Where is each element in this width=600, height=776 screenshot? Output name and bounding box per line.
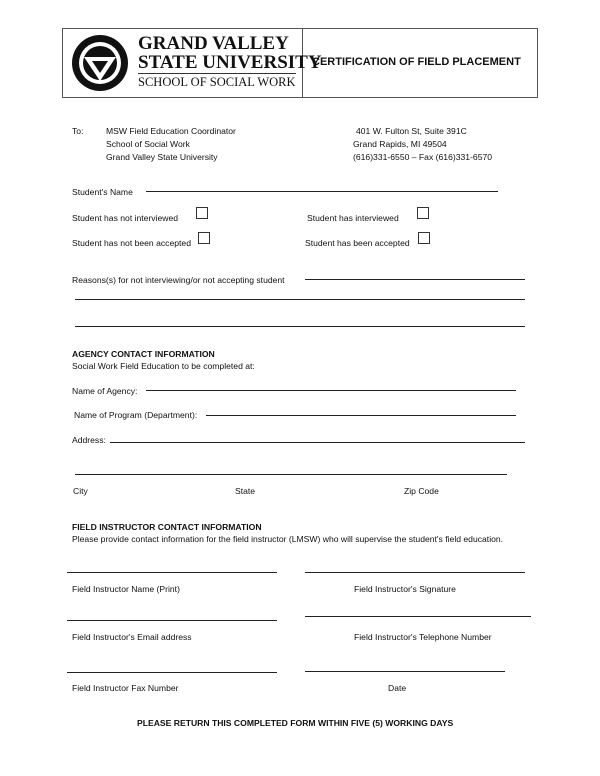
agency-subheading: Social Work Field Education to be completed at: (72, 361, 255, 371)
instructor-heading: FIELD INSTRUCTOR CONTACT INFORMATION (72, 522, 262, 532)
city-label: City (73, 486, 88, 496)
footer-notice: PLEASE RETURN THIS COMPLETED FORM WITHIN FIVE (5) WORKING DAYS (137, 718, 454, 728)
date-field[interactable] (305, 671, 505, 672)
not-accepted-label: Student has not been accepted (72, 238, 191, 248)
reasons-field-line-1[interactable] (305, 279, 525, 280)
not-interviewed-checkbox[interactable] (196, 207, 208, 219)
instructor-fax-label: Field Instructor Fax Number (72, 683, 179, 693)
address-field-line-1[interactable] (110, 442, 525, 443)
logo-line-1: GRAND VALLEY (138, 33, 289, 54)
instructor-fax-field[interactable] (67, 672, 277, 673)
instructor-email-field[interactable] (67, 620, 277, 621)
logo-line-3: SCHOOL OF SOCIAL WORK (138, 75, 296, 89)
student-name-field[interactable] (146, 191, 498, 192)
zip-label: Zip Code (404, 486, 439, 496)
date-label: Date (388, 683, 407, 693)
address-field-line-2[interactable] (75, 474, 507, 475)
recipient-line-1: MSW Field Education Coordinator (106, 126, 236, 136)
accepted-label: Student has been accepted (305, 238, 410, 248)
recipient-line-2: School of Social Work (106, 139, 190, 149)
interviewed-label: Student has interviewed (307, 213, 399, 223)
gvsu-logo-icon (70, 33, 130, 93)
program-label: Name of Program (Department): (74, 410, 198, 420)
not-accepted-checkbox[interactable] (198, 232, 210, 244)
state-label: State (235, 486, 256, 496)
logo-rule (138, 73, 296, 74)
instructor-name-field[interactable] (67, 572, 277, 573)
instructor-phone-label: Field Instructor's Telephone Number (354, 632, 492, 642)
street-line-1: 401 W. Fulton St, Suite 391C (356, 126, 467, 136)
reasons-field-line-3[interactable] (75, 326, 525, 327)
instructor-signature-field[interactable] (305, 572, 525, 573)
agency-name-label: Name of Agency: (72, 386, 138, 396)
program-field[interactable] (206, 415, 516, 416)
instructor-name-label: Field Instructor Name (Print) (72, 584, 180, 594)
accepted-checkbox[interactable] (418, 232, 430, 244)
street-line-2: Grand Rapids, MI 49504 (353, 139, 447, 149)
form-title: CERTIFICATION OF FIELD PLACEMENT (312, 56, 521, 68)
reasons-label: Reasons(s) for not interviewing/or not accepting student (72, 275, 285, 285)
instructor-subheading: Please provide contact information for the field instructor (LMSW) who will supervise the student's field education. (72, 534, 504, 544)
instructor-email-label: Field Instructor's Email address (72, 632, 192, 642)
agency-name-field[interactable] (146, 390, 516, 391)
recipient-line-3: Grand Valley State University (106, 152, 218, 162)
student-name-label: Student's Name (72, 187, 133, 197)
logo-line-2: STATE UNIVERSITY (138, 52, 322, 73)
agency-heading: AGENCY CONTACT INFORMATION (72, 349, 215, 359)
instructor-signature-label: Field Instructor's Signature (354, 584, 456, 594)
street-line-3: (616)331-6550 – Fax (616)331-6570 (353, 152, 493, 162)
to-label: To: (72, 126, 84, 136)
address-label: Address: (72, 435, 106, 445)
instructor-phone-field[interactable] (305, 616, 531, 617)
not-interviewed-label: Student has not interviewed (72, 213, 179, 223)
reasons-field-line-2[interactable] (75, 299, 525, 300)
interviewed-checkbox[interactable] (417, 207, 429, 219)
